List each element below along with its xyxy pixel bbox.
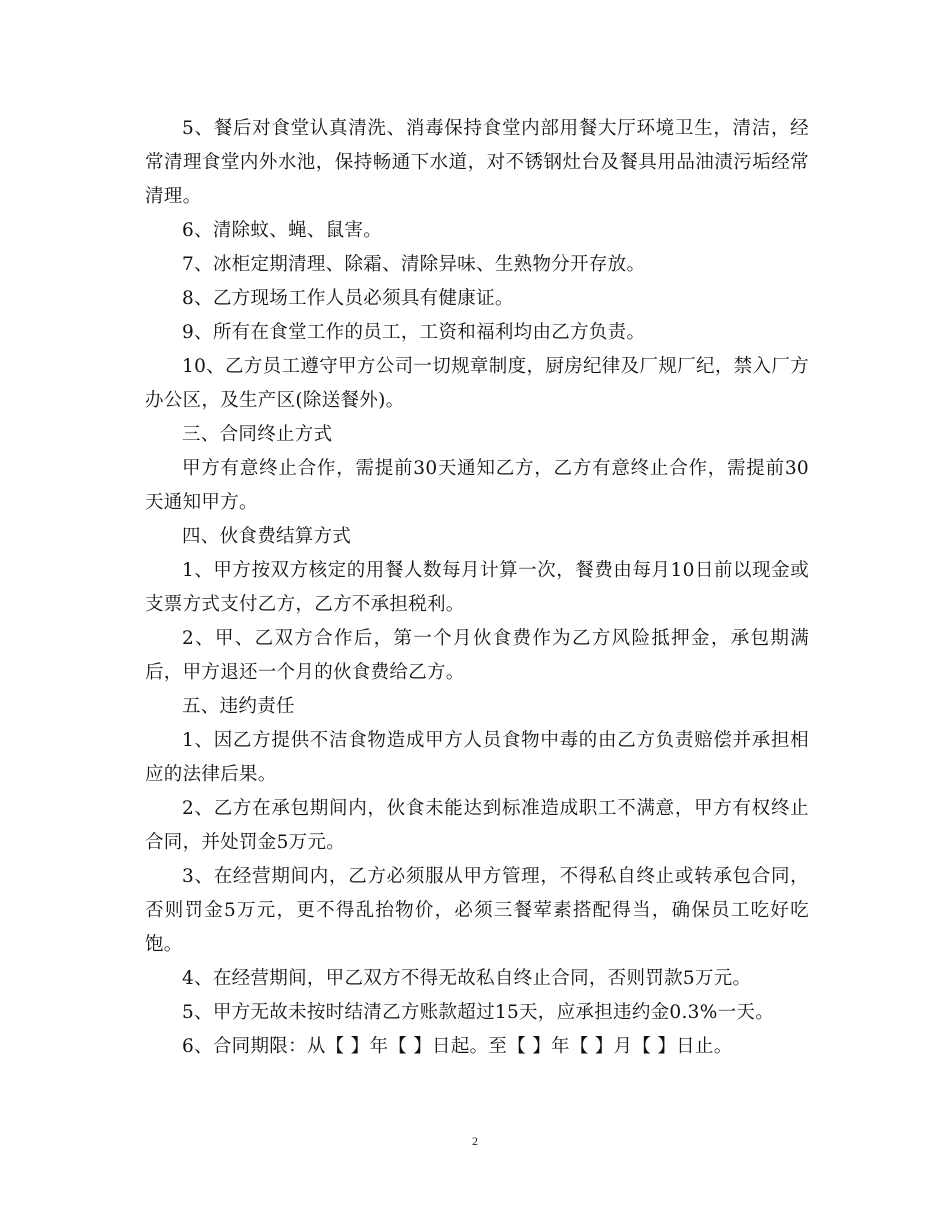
paragraph-breach-3: 3、在经营期间内，乙方必须服从甲方管理，不得私自终止或转承包合同，否则罚金5万元，更不得乱抬物价，必须三餐荤素搭配得当，确保员工吃好吃饱。 <box>145 866 809 955</box>
paragraph-termination-notice: 甲方有意终止合作，需提前30天通知乙方，乙方有意终止合作，需提前30天通知甲方。 <box>145 458 809 513</box>
section-heading-termination: 三、合同终止方式 <box>182 424 333 445</box>
paragraph-clause-10-rules: 10、乙方员工遵守甲方公司一切规章制度，厨房纪律及厂规厂纪，禁入厂方办公区，及生产区(除送餐外)。 <box>145 356 809 411</box>
document-body <box>145 112 809 1064</box>
paragraph-settlement-1: 1、甲方按双方核定的用餐人数每月计算一次，餐费由每月10日前以现金或支票方式支付乙方，乙方不承担税利。 <box>145 560 809 615</box>
paragraph-breach-5: 5、甲方无故未按时结清乙方账款超过15天，应承担违约金0.3%一天。 <box>182 1002 775 1023</box>
paragraph-clause-6-pests: 6、清除蚊、蝇、鼠害。 <box>182 220 383 241</box>
paragraph-clause-8-health-cert: 8、乙方现场工作人员必须具有健康证。 <box>182 288 514 309</box>
page-number: 2 <box>472 1134 478 1148</box>
paragraph-settlement-2: 2、甲、乙双方合作后，第一个月伙食费作为乙方风险抵押金，承包期满后，甲方退还一个月的伙食费给乙方。 <box>145 628 809 683</box>
section-heading-settlement: 四、伙食费结算方式 <box>182 526 352 547</box>
paragraph-breach-1: 1、因乙方提供不洁食物造成甲方人员食物中毒的由乙方负责赔偿并承担相应的法律后果。 <box>145 730 809 785</box>
paragraph-breach-2: 2、乙方在承包期间内，伙食未能达到标准造成职工不满意，甲方有权终止合同，并处罚金5万元。 <box>145 798 809 853</box>
paragraph-breach-4: 4、在经营期间，甲乙双方不得无故私自终止合同，否则罚款5万元。 <box>182 968 752 989</box>
paragraph-clause-7-freezer: 7、冰柜定期清理、除霜、清除异味、生熟物分开存放。 <box>182 254 646 275</box>
section-heading-breach: 五、违约责任 <box>182 696 295 717</box>
paragraph-clause-9-staff-pay: 9、所有在食堂工作的员工，工资和福利均由乙方负责。 <box>182 322 646 343</box>
paragraph-clause-5-cleaning: 5、餐后对食堂认真清洗、消毒保持食堂内部用餐大厅环境卫生，清洁，经常清理食堂内外水池，保持畅通下水道，对不锈钢灶台及餐具用品油渍污垢经常清理。 <box>145 118 809 207</box>
paragraph-contract-term: 6、合同期限：从【 】年【 】日起。至【 】年【 】月【 】日止。 <box>182 1036 733 1057</box>
